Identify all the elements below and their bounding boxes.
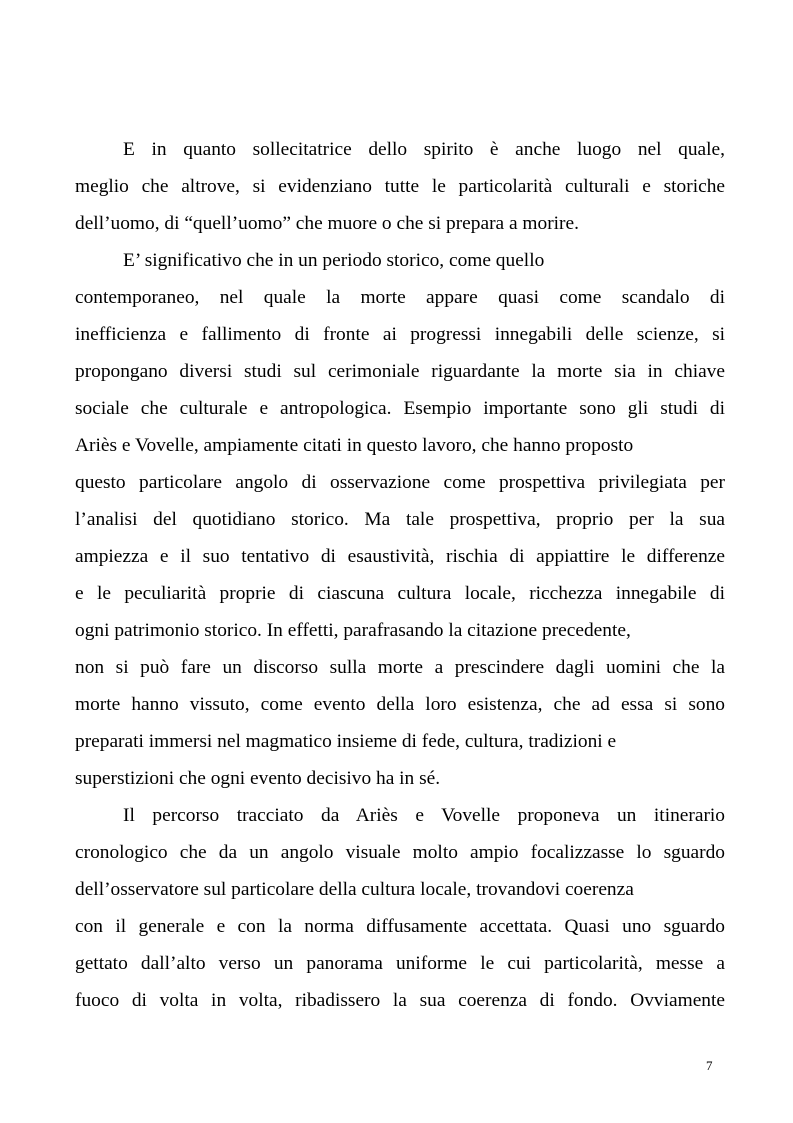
- text-line: superstizioni che ogni evento decisivo ha in sé.: [75, 768, 441, 789]
- page-body: [75, 131, 725, 1019]
- text-line: gettato dall’alto verso un panorama uniforme le cui particolarità, messe a: [75, 953, 725, 974]
- text-line: meglio che altrove, si evidenziano tutte le particolarità culturali e storiche: [75, 176, 725, 197]
- text-line: E’ significativo che in un periodo storico, come quello: [123, 250, 545, 271]
- text-line: inefficienza e fallimento di fronte ai progressi innegabili delle scienze, si: [75, 324, 725, 345]
- text-line: morte hanno vissuto, come evento della loro esistenza, che ad essa si sono: [75, 694, 725, 715]
- page-number: 7: [706, 1058, 713, 1073]
- text-line: Il percorso tracciato da Ariès e Vovelle proponeva un itinerario: [123, 805, 725, 826]
- text-line: preparati immersi nel magmatico insieme di fede, cultura, tradizioni e: [75, 731, 617, 752]
- text-line: fuoco di volta in volta, ribadissero la sua coerenza di fondo. Ovviamente: [75, 990, 725, 1011]
- text-line: dell’uomo, di “quell’uomo” che muore o che si prepara a morire.: [75, 213, 579, 234]
- text-line: con il generale e con la norma diffusamente accettata. Quasi uno sguardo: [75, 916, 725, 937]
- text-line: e le peculiarità proprie di ciascuna cultura locale, ricchezza innegabile di: [75, 583, 725, 604]
- text-line: non si può fare un discorso sulla morte a prescindere dagli uomini che la: [75, 657, 725, 678]
- text-line: dell’osservatore sul particolare della cultura locale, trovandovi coerenza: [75, 879, 634, 900]
- text-line: cronologico che da un angolo visuale molto ampio focalizzasse lo sguardo: [75, 842, 725, 863]
- text-line: l’analisi del quotidiano storico. Ma tale prospettiva, proprio per la sua: [75, 509, 725, 530]
- text-line: ampiezza e il suo tentativo di esaustività, rischia di appiattire le differenze: [75, 546, 725, 567]
- text-line: ogni patrimonio storico. In effetti, parafrasando la citazione precedente,: [75, 620, 631, 641]
- text-line: Ariès e Vovelle, ampiamente citati in questo lavoro, che hanno proposto: [75, 435, 634, 456]
- text-line: questo particolare angolo di osservazione come prospettiva privilegiata per: [75, 472, 725, 493]
- text-line: sociale che culturale e antropologica. Esempio importante sono gli studi di: [75, 398, 725, 419]
- text-line: contemporaneo, nel quale la morte appare quasi come scandalo di: [75, 287, 725, 308]
- text-line: E in quanto sollecitatrice dello spirito è anche luogo nel quale,: [123, 139, 725, 160]
- text-line: propongano diversi studi sul cerimoniale riguardante la morte sia in chiave: [75, 361, 725, 382]
